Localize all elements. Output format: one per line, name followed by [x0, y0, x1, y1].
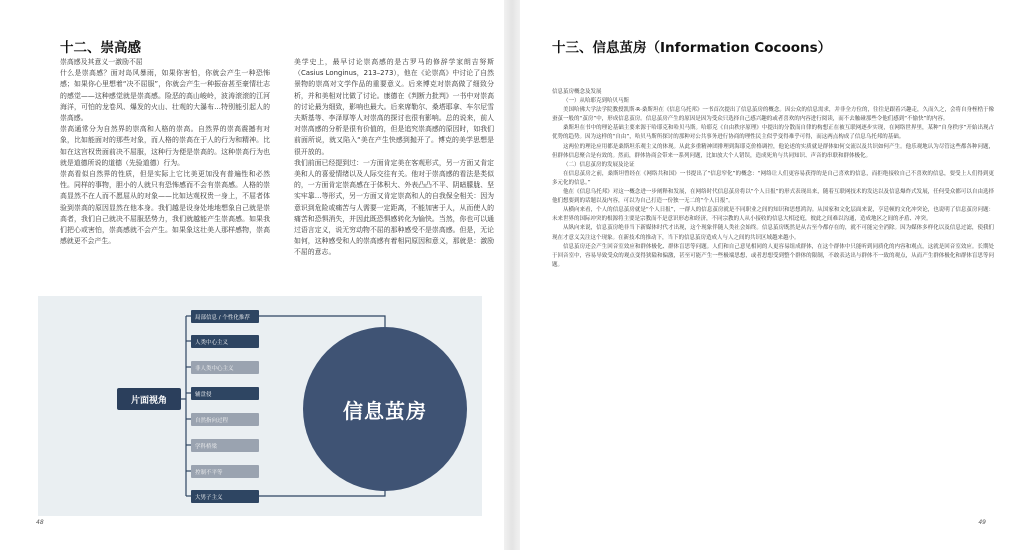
paragraph: 崇高感及其意义一激励不屈 — [60, 58, 143, 66]
mind-map-branch: 控制不平等 — [191, 465, 259, 478]
page-heading: 十二、崇高感 — [60, 40, 141, 56]
right-page — [520, 0, 1018, 550]
paragraph: 在信息茧房之前，桑斯坦曾经在《网络共和国》一书提出了“信息窄化”的概念：“网络让人们更容易获得的是自己喜欢的信息，而拒绝接收自己不喜欢的信息，要受上人们得到更多元化的信息。” — [552, 170, 994, 186]
book-gutter — [504, 0, 520, 550]
page-number: 49 — [978, 519, 986, 526]
mind-map-branch: 学科桥梁 — [191, 439, 259, 452]
connector-to-circle — [259, 491, 385, 496]
paragraph: 崇高通常分为自然界的崇高和人格的崇高。自然界的崇高震撼有对象，比如能面对的那些对象，而人格的崇高在于人的行为和精神。比如在这宫权贵面前决不屈服，这种行为便是崇高的。这种崇高行为也就是道德所说的道德（先验道德）行为。 — [60, 125, 270, 167]
mind-map-branch: 自然指向过程 — [191, 413, 259, 426]
paragraph: 崇高看似自然界的性质，但是实际上它比美更加没有普遍性和必然性。同样的事物，胆小的人就只有恐怖感而不会有崇高感。人格的崇高显然不在人而不愿屈从的对象——比如达观权贵一身上，不屈者体验到崇高的原因显然在他本身。我们越是设身处地地想象自己就是崇高者，我们自己就决不屈服恶势力，我们就越能产生崇高感。如果我们把心或害怕，崇高感就不会产生。如果象这壮美人那样感物，崇高感就更不会产生。 — [60, 170, 270, 246]
mind-map-branch: 大男子主义 — [191, 490, 259, 503]
connector-to-circle — [259, 316, 385, 327]
paragraph: 美学史上，最早讨论崇高感的是古罗马的修辞学家朗吉努斯（Casius Longinus，213–273），他在《论崇高》中讨论了自然景物的崇高对文学作品的重要意义。后来博克对崇高做了细致分析，并和美相对比做了讨论。康德在《判断力批判》一书中对崇高的讨论最为细致，影响也最大。后来席勒尔、桑塔耶拿、车尔尼雪夫斯基等、李泽厚等人对崇高的探讨也很有影响。总的说来，前人对崇高感的分析是很有价值的，但是追究崇高感的原因时，如我们前面所说，就又陷入“美在产生快感到抛开了。博克的美学思想是很开放的。 — [294, 58, 494, 156]
mind-map-branch: 局部信息 / 个性化推荐 — [191, 310, 259, 323]
left-page — [6, 0, 504, 550]
paragraph: 他在《信息乌托邦》对这一概念进一步阐释和发展，在网络时代信息茧房将以“个人日报”的形式表现出来，随着互联网技术的发达以及信息爆炸式发展，任何受众都可以自由选择他们想要到的话题以及内容，可以为自己打造一份独一无二的“个人日报”。 — [552, 189, 994, 205]
paragraph: 我们前面已经提到过：一方面肯定美在客观形式，另一方面又肯定美和人的喜爱情绪以及人际交往有关。他对于崇高感的看法是类似的，一方面肯定崇高感在于体积大、外表凸凸不平、阴暗朦胧、坚实牢靠…等形式，另一方面又肯定崇高和人的自我保全相关：因为意识到危险或痛苦与人需要一定距离，不能加害于人，从而使人的痛苦和恐惧消失，并因此既恐惧感转化为愉快。当然，你也可以通过语言定义，说无穷动物不屈的那种感受不是崇高感。但是，无论如何，这种感受和人的崇高感有着相同原因和意义，那就是：激励不屈的意志。 — [294, 158, 494, 257]
body-text — [552, 88, 994, 270]
paragraph: 信息茧房还会产生回音室效应和群体极化、群体盲思等问题。人们和自己意见相同的人更容易组成群体，在这个群体中只能听到同质化的内容和观点，这就是回音室效应。长期处于回音室中，容易导致受众的观点变得狭隘和偏激，甚至可能产生一些极端思想，或者思想受到整个群体的限制，不敢表达出与群体不一致的观点，从而产生群体极化和群体盲思等问题。 — [552, 243, 994, 268]
page-heading: 十三、信息茧房（Information Cocoons） — [552, 40, 832, 56]
paragraph: 美国哈佛大学法学院教授凯斯·R·桑斯坦在《信息乌托邦》一书首次提出了信息茧房的概念。因公众的信息需求，并非全方位的，往往是跟着兴趣走，久而久之，会将自身桎梏于像蚕茧一般的“茧房”中，形成信息茧房。信息茧房产生的原因是因为受众只选择自己感兴趣的或者喜欢的内容进行阅读，而不去触碰那些令他们感到“不愉快”的内容。 — [552, 107, 994, 123]
text-column-a — [60, 57, 270, 247]
paragraph: 什么是崇高感？面对岛风暴雨，如果你害怕，你就会产生一种恐怖感；如果你心里想着“决不屈服”，你就会产生一种振奋甚至豪情壮志的感觉——这种感觉就是崇高感。险恶的高山峻岭，波涛滚滚的江河海洋，可怕的龙卷风、爆发的火山、壮观的大瀑布…特别能引起人的崇高感。 — [60, 69, 270, 123]
paragraph: 这两位的理论应用都是桑斯坦乐观主义的体现。从此多重精神团排理到海耶克价格调控，他论述的实质就是群体如何交流以及共识如何产生。他乐观地认为尽管这些都各种问题，但群体信息聚合是有效的。然而，群体协商会带来一系列问题，比如放大个人错误，造成死角与共同知识、声音的串联和群体极化。 — [552, 143, 994, 159]
mind-map-branch: 非人类中心主义 — [191, 361, 259, 374]
mind-map-center-circle: 信息茧房 — [303, 327, 467, 491]
paragraph: 从横向来看，个人的信息茧房就是“个人日报”，一群人的信息茧房就是不同职业之间的知识和思想鸿沟。从国家和文化层面来说，亨廷顿的文化冲突论，也说明了信息茧房问题：未来世界的国际冲突的根源将主要是宗教而不是意识形态和经济，不同宗教的人从小接收的信息大相迳庭，彼此之间难以沟通，造成地区之间的矛盾、冲突。 — [552, 207, 994, 223]
page-number: 48 — [36, 519, 44, 526]
section-label: 信息茧房概念及发展 — [552, 89, 602, 95]
subsection-heading: （二）信息茧房的发展及论证 — [563, 161, 635, 168]
paragraph: 从纵向来说，信息茧房绝非当下新媒体时代才出现，这个现象伴随人类社会始终。信息茧房既然是从古至今都存在的，就不可能完全消除。因为媒体多样化以及信息过滤，使我们现在才意义关注这个现象。在新技术的推动下，当下的信息茧房造成人与人之间的共识区域越来越小。 — [552, 225, 994, 241]
mind-map-branch: 人类中心主义 — [191, 335, 259, 348]
mind-map-diagram — [38, 296, 482, 516]
paragraph: 桑斯坦在书中的理论基础主要来源于哈耶克和哈贝马斯。哈耶克《自由秩序原理》中提出的分散而自律的构想正在被互联网逐步实现，在网络世界里，某种“自身秩序”开始出现占优势的趋势。因为这样的“自由”，哈贝马斯所探讨的那种对公共事务进行协商的理性民主似乎变得难乎可得，而这两点构成了信息乌托邦的基础。 — [552, 125, 994, 141]
subsection-heading: （一）从哈耶克到哈贝马斯 — [563, 98, 630, 105]
mind-map-root: 片面视角 — [117, 388, 181, 410]
text-column-b — [294, 57, 494, 259]
mind-map-branch: 辅盘侵 — [191, 387, 259, 400]
